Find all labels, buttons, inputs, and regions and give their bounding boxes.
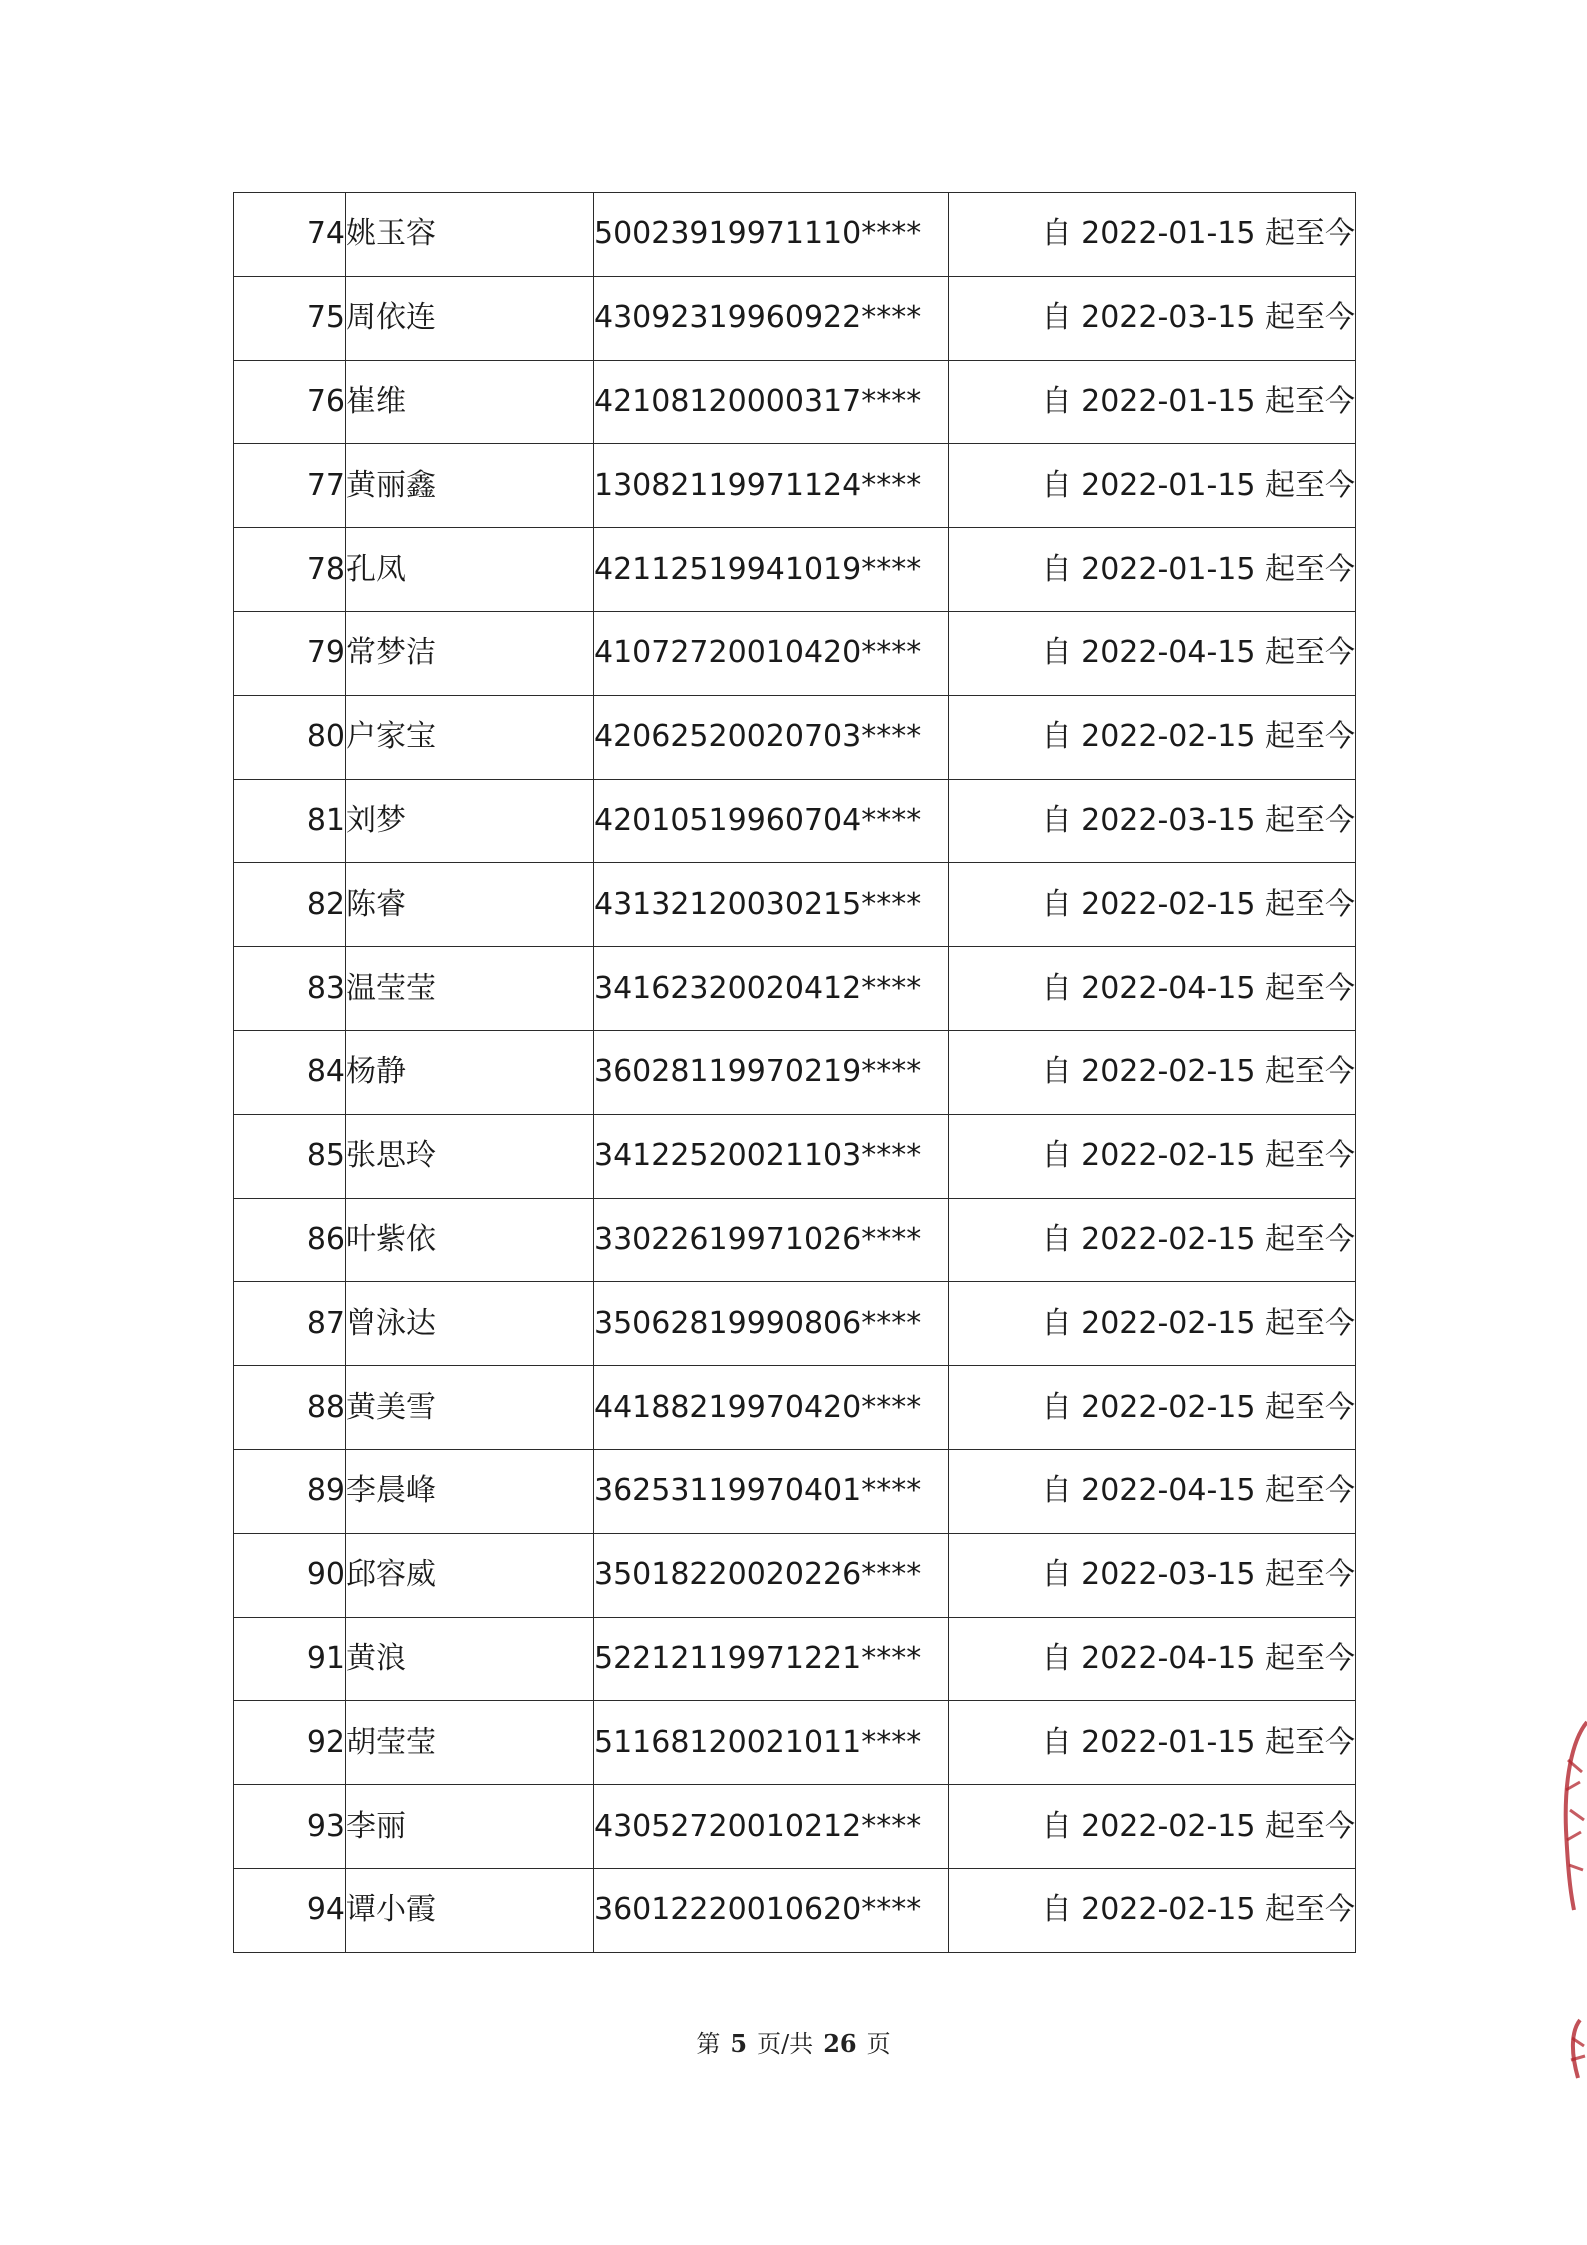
table-row — [234, 1282, 1356, 1366]
id-number-cell: 51168120021011**** — [594, 1701, 949, 1785]
period-cell: 自 2022-01-15 起至今 — [949, 193, 1356, 277]
id-number-cell: 35018220020226**** — [594, 1533, 949, 1617]
name-cell: 李晨峰 — [346, 1449, 594, 1533]
row-number-cell: 79 — [234, 611, 346, 695]
name-cell: 黄美雪 — [346, 1366, 594, 1450]
row-number-cell: 75 — [234, 276, 346, 360]
row-number-cell: 91 — [234, 1617, 346, 1701]
table-row — [234, 863, 1356, 947]
id-number-cell: 42112519941019**** — [594, 528, 949, 612]
name-cell: 黄浪 — [346, 1617, 594, 1701]
id-number-cell: 41072720010420**** — [594, 611, 949, 695]
table-row — [234, 611, 1356, 695]
table-row — [234, 1198, 1356, 1282]
table-row — [234, 276, 1356, 360]
period-cell: 自 2022-02-15 起至今 — [949, 1030, 1356, 1114]
table-row — [234, 360, 1356, 444]
name-cell: 黄丽鑫 — [346, 444, 594, 528]
footer-prefix: 第 — [696, 2030, 721, 2058]
period-cell: 自 2022-03-15 起至今 — [949, 276, 1356, 360]
table-row — [234, 695, 1356, 779]
name-cell: 曾泳达 — [346, 1282, 594, 1366]
roster-table — [233, 192, 1356, 1953]
id-number-cell: 42010519960704**** — [594, 779, 949, 863]
row-number-cell: 78 — [234, 528, 346, 612]
period-cell: 自 2022-02-15 起至今 — [949, 1198, 1356, 1282]
name-cell: 周依连 — [346, 276, 594, 360]
table-row — [234, 1114, 1356, 1198]
row-number-cell: 83 — [234, 947, 346, 1031]
table-row — [234, 1030, 1356, 1114]
table-row — [234, 1785, 1356, 1869]
id-number-cell: 36028119970219**** — [594, 1030, 949, 1114]
period-cell: 自 2022-02-15 起至今 — [949, 695, 1356, 779]
id-number-cell: 50023919971110**** — [594, 193, 949, 277]
id-number-cell: 34162320020412**** — [594, 947, 949, 1031]
footer-current-page: 5 — [730, 2029, 748, 2058]
id-number-cell: 34122520021103**** — [594, 1114, 949, 1198]
table-row — [234, 779, 1356, 863]
name-cell: 杨静 — [346, 1030, 594, 1114]
period-cell: 自 2022-01-15 起至今 — [949, 1701, 1356, 1785]
period-cell: 自 2022-01-15 起至今 — [949, 444, 1356, 528]
id-number-cell: 33022619971026**** — [594, 1198, 949, 1282]
period-cell: 自 2022-02-15 起至今 — [949, 1282, 1356, 1366]
table-row — [234, 1868, 1356, 1952]
official-seal-fragment — [1560, 1720, 1587, 2080]
page-footer — [0, 2024, 1587, 2059]
name-cell: 常梦洁 — [346, 611, 594, 695]
table-row — [234, 1533, 1356, 1617]
footer-total-pages: 26 — [823, 2029, 857, 2058]
name-cell: 谭小霞 — [346, 1868, 594, 1952]
period-cell: 自 2022-04-15 起至今 — [949, 1449, 1356, 1533]
roster-table-body — [234, 193, 1356, 1953]
row-number-cell: 87 — [234, 1282, 346, 1366]
row-number-cell: 84 — [234, 1030, 346, 1114]
id-number-cell: 52212119971221**** — [594, 1617, 949, 1701]
period-cell: 自 2022-03-15 起至今 — [949, 1533, 1356, 1617]
id-number-cell: 43092319960922**** — [594, 276, 949, 360]
row-number-cell: 92 — [234, 1701, 346, 1785]
period-cell: 自 2022-02-15 起至今 — [949, 863, 1356, 947]
row-number-cell: 89 — [234, 1449, 346, 1533]
table-row — [234, 528, 1356, 612]
name-cell: 叶紫依 — [346, 1198, 594, 1282]
name-cell: 刘梦 — [346, 779, 594, 863]
footer-middle: 页/共 — [757, 2030, 814, 2058]
id-number-cell: 36012220010620**** — [594, 1868, 949, 1952]
name-cell: 崔维 — [346, 360, 594, 444]
name-cell: 邱容威 — [346, 1533, 594, 1617]
table-row — [234, 1701, 1356, 1785]
id-number-cell: 36253119970401**** — [594, 1449, 949, 1533]
period-cell: 自 2022-01-15 起至今 — [949, 528, 1356, 612]
name-cell: 胡莹莹 — [346, 1701, 594, 1785]
row-number-cell: 80 — [234, 695, 346, 779]
row-number-cell: 82 — [234, 863, 346, 947]
table-row — [234, 947, 1356, 1031]
id-number-cell: 42062520020703**** — [594, 695, 949, 779]
period-cell: 自 2022-02-15 起至今 — [949, 1114, 1356, 1198]
row-number-cell: 74 — [234, 193, 346, 277]
name-cell: 孔凤 — [346, 528, 594, 612]
name-cell: 温莹莹 — [346, 947, 594, 1031]
row-number-cell: 88 — [234, 1366, 346, 1450]
id-number-cell: 43052720010212**** — [594, 1785, 949, 1869]
table-row — [234, 444, 1356, 528]
period-cell: 自 2022-04-15 起至今 — [949, 1617, 1356, 1701]
id-number-cell: 43132120030215**** — [594, 863, 949, 947]
row-number-cell: 77 — [234, 444, 346, 528]
period-cell: 自 2022-02-15 起至今 — [949, 1868, 1356, 1952]
name-cell: 陈睿 — [346, 863, 594, 947]
period-cell: 自 2022-03-15 起至今 — [949, 779, 1356, 863]
row-number-cell: 85 — [234, 1114, 346, 1198]
name-cell: 张思玲 — [346, 1114, 594, 1198]
id-number-cell: 35062819990806**** — [594, 1282, 949, 1366]
row-number-cell: 86 — [234, 1198, 346, 1282]
table-row — [234, 1366, 1356, 1450]
row-number-cell: 93 — [234, 1785, 346, 1869]
row-number-cell: 81 — [234, 779, 346, 863]
table-row — [234, 1617, 1356, 1701]
period-cell: 自 2022-04-15 起至今 — [949, 947, 1356, 1031]
table-row — [234, 1449, 1356, 1533]
id-number-cell: 13082119971124**** — [594, 444, 949, 528]
period-cell: 自 2022-02-15 起至今 — [949, 1366, 1356, 1450]
period-cell: 自 2022-02-15 起至今 — [949, 1785, 1356, 1869]
id-number-cell: 44188219970420**** — [594, 1366, 949, 1450]
name-cell: 姚玉容 — [346, 193, 594, 277]
table-row — [234, 193, 1356, 277]
footer-suffix: 页 — [866, 2030, 891, 2058]
row-number-cell: 76 — [234, 360, 346, 444]
row-number-cell: 94 — [234, 1868, 346, 1952]
id-number-cell: 42108120000317**** — [594, 360, 949, 444]
row-number-cell: 90 — [234, 1533, 346, 1617]
name-cell: 户家宝 — [346, 695, 594, 779]
period-cell: 自 2022-01-15 起至今 — [949, 360, 1356, 444]
period-cell: 自 2022-04-15 起至今 — [949, 611, 1356, 695]
name-cell: 李丽 — [346, 1785, 594, 1869]
